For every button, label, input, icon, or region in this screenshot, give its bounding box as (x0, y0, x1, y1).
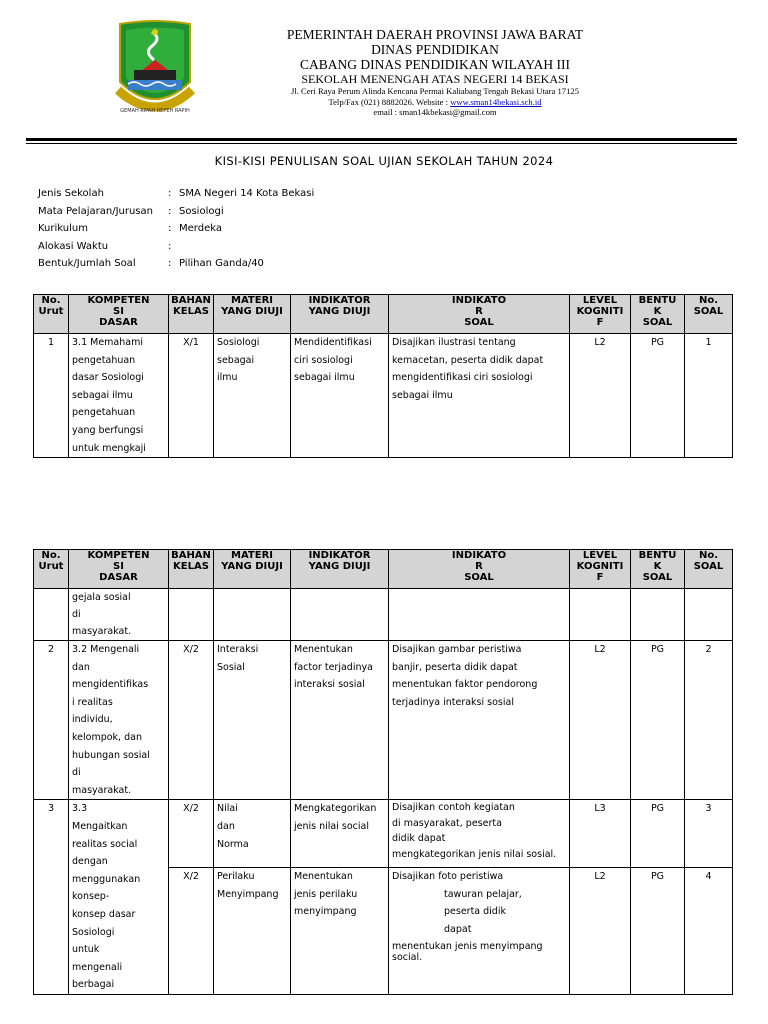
column-header-no-urut: No. Urut (34, 295, 69, 334)
info-label: Alokasi Waktu (38, 240, 109, 252)
info-value: Merdeka (179, 223, 222, 235)
info-value (179, 238, 314, 256)
info-row (38, 255, 314, 273)
cell-bahan-kelas (169, 589, 214, 641)
header-email: email : sman14kbekasi@gmail.com (373, 107, 497, 117)
cell-no-urut: 3 (34, 800, 69, 995)
cell-no-soal: 3 (685, 800, 733, 868)
header-divider-thin (26, 143, 737, 144)
cell-indikator: Mengkategorikan jenis nilai social (291, 800, 389, 868)
column-header-bentuk: BENTU K SOAL (631, 550, 685, 589)
info-label: Jenis Sekolah (38, 188, 104, 200)
cell-indikator: Mendidentifikasi ciri sosiologi sebagai ilmu (291, 334, 389, 458)
column-header-no-soal: No. SOAL (685, 295, 733, 334)
info-colon: : (168, 188, 172, 200)
header-branch: CABANG DINAS PENDIDIKAN WILAYAH III (300, 57, 570, 72)
column-header-bahan-kelas: BAHAN KELAS (169, 550, 214, 589)
info-colon: : (168, 205, 172, 217)
website-link[interactable]: www.sman14bekasi.sch.id (450, 97, 542, 107)
kisi-table-2 (33, 549, 733, 995)
header-contact (205, 97, 665, 107)
cell-level: L2 (570, 641, 631, 800)
column-header-indikator-soal: INDIKATO R SOAL (389, 295, 570, 334)
table-row (34, 800, 733, 868)
table-row (34, 334, 733, 458)
column-header-level: LEVEL KOGNITI F (570, 550, 631, 589)
info-row (38, 220, 314, 238)
cell-materi: Sosiologi sebagai ilmu (214, 334, 291, 458)
table-header-row (34, 550, 733, 589)
header-school: SEKOLAH MENENGAH ATAS NEGERI 14 BEKASI (301, 72, 569, 86)
cell-materi: Nilai dan Norma (214, 800, 291, 868)
column-header-kompetensi: KOMPETEN SI DASAR (69, 550, 169, 589)
cell-level: L2 (570, 334, 631, 458)
column-header-indikator: INDIKATOR YANG DIUJI (291, 550, 389, 589)
column-header-bahan-kelas: BAHAN KELAS (169, 295, 214, 334)
header-government: PEMERINTAH DAERAH PROVINSI JAWA BARAT (286, 27, 584, 42)
provincial-logo (112, 20, 198, 124)
header-address: Jl. Ceri Raya Perum Alinda Kencana Permai Kaliabang Tengah Bekasi Utara 17125 (290, 86, 579, 96)
cell-bentuk: PG (631, 641, 685, 800)
column-header-bentuk: BENTU K SOAL (631, 295, 685, 334)
cell-indikator-soal (389, 589, 570, 641)
table-row (34, 641, 733, 800)
column-header-kompetensi: KOMPETEN SI DASAR (69, 295, 169, 334)
table-row (34, 589, 733, 641)
cell-bentuk: PG (631, 868, 685, 995)
info-row (38, 203, 314, 221)
column-header-no-soal: No. SOAL (685, 550, 733, 589)
cell-no-soal: 4 (685, 868, 733, 995)
cell-materi (214, 589, 291, 641)
cell-no-urut: 1 (34, 334, 69, 458)
column-header-materi: MATERI YANG DIUJI (214, 295, 291, 334)
cell-level: L3 (570, 800, 631, 868)
indikator-soal-line: dapat (444, 923, 472, 935)
cell-bahan-kelas: X/2 (169, 800, 214, 868)
cell-bahan-kelas: X/1 (169, 334, 214, 458)
column-header-indikator: INDIKATOR YANG DIUJI (291, 295, 389, 334)
header-agency: DINAS PENDIDIKAN (371, 42, 499, 57)
cell-indikator: Menentukan jenis perilaku menyimpang (291, 868, 389, 995)
cell-no-urut (34, 589, 69, 641)
column-header-no-urut: No. Urut (34, 550, 69, 589)
cell-kompetensi-dasar: 3.1 Memahami pengetahuan dasar Sosiologi sebagai ilmu pengetahuan yang berfungsi untuk mengkaji (69, 334, 169, 458)
cell-no-soal: 1 (685, 334, 733, 458)
info-value: Pilihan Ganda/40 (179, 258, 264, 270)
telp-text: Telp/Fax (021) 8882026. Website : (328, 97, 451, 107)
info-colon: : (168, 240, 172, 252)
cell-indikator-soal: Disajikan contoh kegiatan di masyarakat, peserta didik dapat mengkategorikan jenis nilai sosial. (389, 800, 570, 868)
info-colon: : (168, 223, 172, 235)
cell-indikator-soal: Disajikan gambar peristiwa banjir, peserta didik dapat menentukan faktor pendorong terjadinya interaksi sosial (389, 641, 570, 800)
cell-kompetensi-dasar: gejala sosial di masyarakat. (69, 589, 169, 641)
info-row (38, 185, 314, 203)
header-divider-thick (26, 138, 737, 141)
cell-materi: Perilaku Menyimpang (214, 868, 291, 995)
cell-no-soal (685, 589, 733, 641)
cell-materi: Interaksi Sosial (214, 641, 291, 800)
cell-bahan-kelas: X/2 (169, 641, 214, 800)
table-header-row (34, 295, 733, 334)
info-row (38, 238, 314, 256)
info-label: Bentuk/Jumlah Soal (38, 258, 136, 270)
cell-indikator (291, 589, 389, 641)
cell-bentuk (631, 589, 685, 641)
indikator-soal-line: menentukan jenis menyimpang social. (392, 941, 543, 964)
cell-no-urut: 2 (34, 641, 69, 800)
column-header-materi: MATERI YANG DIUJI (214, 550, 291, 589)
info-value: Sosiologi (179, 205, 224, 217)
kisi-table-1 (33, 294, 733, 458)
document-title: KISI-KISI PENULISAN SOAL UJIAN SEKOLAH TAHUN 2024 (214, 154, 554, 168)
info-label: Kurikulum (38, 223, 88, 235)
indikator-soal-line: peserta didik (444, 906, 506, 918)
school-info (38, 185, 314, 273)
cell-bentuk: PG (631, 800, 685, 868)
column-header-indikator-soal: INDIKATO R SOAL (389, 550, 570, 589)
indikator-soal-line: Disajikan foto peristiwa (392, 871, 504, 883)
info-value: SMA Negeri 14 Kota Bekasi (179, 188, 315, 200)
cell-indikator: Menentukan factor terjadinya interaksi sosial (291, 641, 389, 800)
cell-kompetensi-dasar: 3.3 Mengaitkan realitas social dengan menggunakan konsep- konsep dasar Sosiologi untuk mengenali berbagai (69, 800, 169, 995)
cell-bentuk: PG (631, 334, 685, 458)
column-header-level: LEVEL KOGNITI F (570, 295, 631, 334)
info-colon: : (168, 258, 172, 270)
cell-level: L2 (570, 868, 631, 995)
indikator-soal-line: tawuran pelajar, (444, 888, 522, 900)
cell-bahan-kelas: X/2 (169, 868, 214, 995)
cell-indikator-soal (389, 868, 570, 995)
cell-kompetensi-dasar: 3.2 Mengenali dan mengidentifikas i realitas individu, kelompok, dan hubungan sosial di masyarakat. (69, 641, 169, 800)
info-label: Mata Pelajaran/Jurusan (38, 205, 153, 217)
cell-level (570, 589, 631, 641)
cell-no-soal: 2 (685, 641, 733, 800)
svg-text:GEMAH RIPAH REPEH RAPIH: GEMAH RIPAH REPEH RAPIH (120, 108, 190, 114)
cell-indikator-soal: Disajikan ilustrasi tentang kemacetan, peserta didik dapat mengidentifikasi ciri sosiologi sebagai ilmu (389, 334, 570, 458)
